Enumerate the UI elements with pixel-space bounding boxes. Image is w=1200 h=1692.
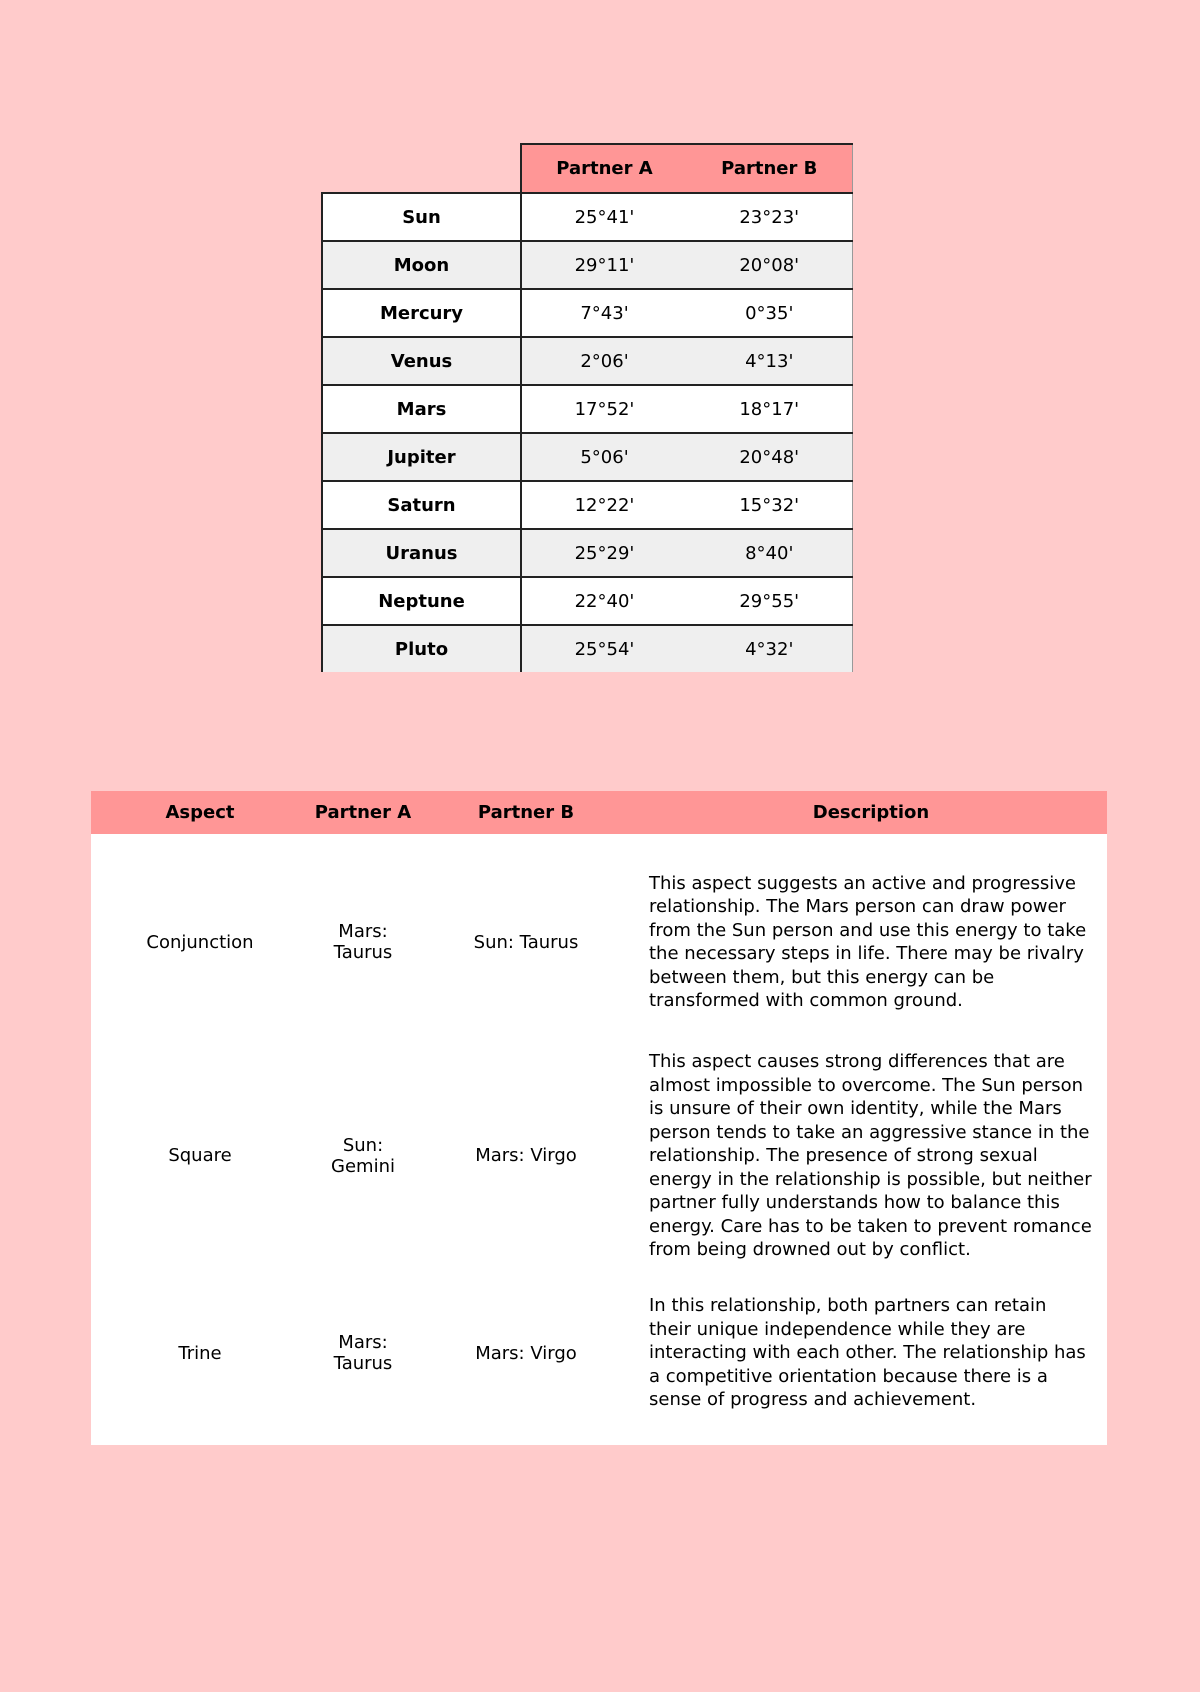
planet-table-header-partner-b: Partner B — [687, 144, 852, 193]
partner-a-degree: 25°54' — [521, 625, 687, 672]
table-row — [322, 337, 852, 385]
aspects-header-partner-a: Partner A — [309, 791, 417, 834]
partner-b-degree: 15°32' — [687, 481, 852, 529]
aspect-name: Square — [168, 1145, 232, 1167]
aspect-partner-b: Sun: Taurus — [473, 931, 579, 953]
aspect-partner-a: Mars: Taurus — [333, 1332, 393, 1374]
planet-name: Pluto — [322, 625, 521, 672]
planet-name: Mars — [322, 385, 521, 433]
aspects-header-row — [91, 791, 1107, 834]
aspect-description: In this relationship, both partners can retain their unique independence while they are interacting with each other. The relationship has a competitive orientation because there is a sense of progress and achievement. — [649, 1295, 1086, 1411]
table-row — [322, 577, 852, 625]
aspect-description: This aspect causes strong differences that are almost impossible to overcome. The Sun person is unsure of their own identity, while the Mars person tends to take an aggressive stance in the relationship. The presence of strong sexual energy in the relationship is possible, but neither partner fully understands how to balance this energy. Care has to be taken to prevent romance from being drowned out by conflict. — [649, 1051, 1092, 1260]
aspects-table — [91, 791, 1107, 1445]
partner-b-degree: 23°23' — [687, 193, 852, 241]
partner-a-degree: 12°22' — [521, 481, 687, 529]
planet-positions-table — [321, 143, 853, 672]
aspects-header-partner-b: Partner B — [417, 791, 635, 834]
aspect-partner-a: Mars: Taurus — [333, 921, 393, 963]
partner-b-degree: 8°40' — [687, 529, 852, 577]
planet-table-header-partner-a: Partner A — [521, 144, 687, 193]
partner-b-degree: 4°32' — [687, 625, 852, 672]
aspects-header-description: Description — [635, 791, 1107, 834]
table-row — [322, 289, 852, 337]
partner-a-degree: 17°52' — [521, 385, 687, 433]
table-row — [322, 433, 852, 481]
planet-name: Neptune — [322, 577, 521, 625]
planet-name: Mercury — [322, 289, 521, 337]
partner-a-degree: 7°43' — [521, 289, 687, 337]
table-row — [322, 193, 852, 241]
partner-a-degree: 5°06' — [521, 433, 687, 481]
partner-a-degree: 25°41' — [521, 193, 687, 241]
planet-table-corner — [322, 144, 521, 193]
table-row — [322, 385, 852, 433]
planet-name: Sun — [322, 193, 521, 241]
table-row — [91, 834, 1107, 1050]
table-row — [91, 1262, 1107, 1445]
partner-a-degree: 22°40' — [521, 577, 687, 625]
aspect-name: Conjunction — [146, 931, 254, 953]
partner-b-degree: 0°35' — [687, 289, 852, 337]
partner-a-degree: 2°06' — [521, 337, 687, 385]
partner-b-degree: 20°48' — [687, 433, 852, 481]
aspect-description: This aspect suggests an active and progressive relationship. The Mars person can draw power from the Sun person and use this energy to take the necessary steps in life. There may be rivalry between them, but this energy can be transformed with common ground. — [649, 872, 1087, 1011]
aspect-partner-a: Sun: Gemini — [331, 1134, 395, 1177]
planet-name: Uranus — [322, 529, 521, 577]
table-row — [322, 529, 852, 577]
partner-b-degree: 18°17' — [687, 385, 852, 433]
table-row — [91, 1050, 1107, 1262]
planet-name: Moon — [322, 241, 521, 289]
planet-name: Venus — [322, 337, 521, 385]
partner-a-degree: 29°11' — [521, 241, 687, 289]
aspect-name: Trine — [178, 1342, 222, 1364]
aspect-partner-b: Mars: Virgo — [475, 1342, 577, 1364]
partner-b-degree: 29°55' — [687, 577, 852, 625]
partner-a-degree: 25°29' — [521, 529, 687, 577]
planet-table-header-row — [322, 144, 852, 193]
table-row — [322, 241, 852, 289]
aspect-partner-b: Mars: Virgo — [475, 1145, 577, 1167]
partner-b-degree: 4°13' — [687, 337, 852, 385]
partner-b-degree: 20°08' — [687, 241, 852, 289]
planet-name: Jupiter — [322, 433, 521, 481]
table-row — [322, 481, 852, 529]
aspects-header-aspect: Aspect — [91, 791, 309, 834]
table-row — [322, 625, 852, 672]
planet-name: Saturn — [322, 481, 521, 529]
